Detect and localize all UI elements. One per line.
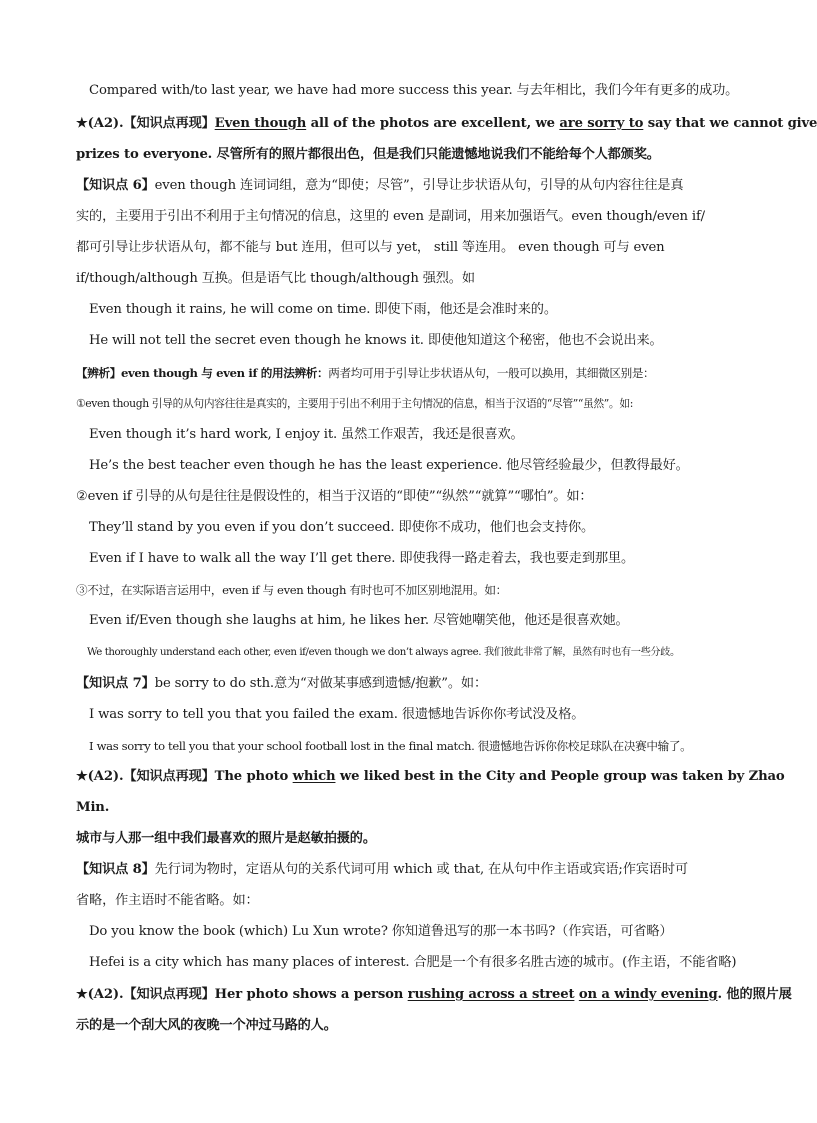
point-text: 先行词为物时，定语从句的关系代词可用 which 或 that, 在从句中作主语或宾语;作宾语时可 [154,862,688,877]
point-heading: 【知识点 6】 [76,178,155,193]
recap-translation: 城市与人那一组中我们最喜欢的照片是赵敏拍摄的。 [76,831,376,846]
analysis-text: 两者均可用于引导让步状语从句，一般可以换用，其细微区别是： [328,366,655,380]
example-sentence: Hefei is a city which has many places of interest. 合肥是一个有很多名胜古迹的城市。(作主语，不能省略) [89,955,737,970]
recap-text: we liked best in the City and People group was taken by Zhao [335,769,785,784]
paragraph-line: 都可引导让步状语从句，都不能与 but 连用，但可以与 yet， still 等连用。 even though 可与 even [76,240,665,255]
recap-text: all of the photos are excellent, we [306,116,560,131]
paragraph-line: 实的，主要用于引出不利用于主句情况的信息，这里的 even 是副词，用来加强语气。even though/even if/ [76,209,705,224]
example-sentence: I was sorry to tell you that you failed the exam. 很遗憾地告诉你你考试没及格。 [89,707,585,722]
example-sentence: Even though it rains, he will come on time. 即使下雨，他还是会准时来的。 [89,302,557,317]
paragraph-line: if/though/although 互换。但是语气比 though/although 强烈。如 [76,271,475,286]
recap-text: . 他的照片展 [717,987,792,1002]
example-sentence: I was sorry to tell you that your school football lost in the final match. 很遗憾地告诉你你校足球队在决赛中输了。 [89,739,692,753]
recap-text: Min. [76,800,110,815]
knowledge-point-6 [76,177,724,195]
recap-text: say that we cannot give [643,116,817,131]
underlined-phrase: are sorry to [559,116,644,131]
example-sentence: He’s the best teacher even though he has the least experience. 他尽管经验最少，但教得最好。 [89,458,689,473]
analysis-title: 【辨析】even though 与 even if 的用法辨析： [76,366,329,380]
point-text: even though 连词词组，意为“即使；尽管”，引导让步状语从句，引导的从句内容往往是真 [154,178,684,193]
recap-text: ★(A2).【知识点再现】The photo [76,769,293,784]
recap-translation: prizes to everyone. 尽管所有的照片都很出色，但是我们只能遗憾地说我们不能给每个人都颁奖。 [76,147,660,162]
example-sentence: Do you know the book (which) Lu Xun wrote? 你知道鲁迅写的那一本书吗?（作宾语，可省略） [89,924,673,939]
analysis-heading [76,364,724,382]
knowledge-point-7 [76,675,724,693]
underlined-phrase: which [292,769,336,784]
recap-translation: 示的是一个刮大风的夜晚一个冲过马路的人。 [76,1018,337,1033]
knowledge-point-8 [76,861,724,879]
recap-tag: ★(A2).【知识点再现】 [76,116,215,131]
paragraph-line: 省略，作主语时不能省略。如： [76,893,259,908]
analysis-item-1: ①even though 引导的从句内容往往是真实的，主要用于引出不利用于主句情况的信息，相当于汉语的“尽管”“虽然”。如: [76,397,633,410]
example-sentence: He will not tell the secret even though he knows it. 即使他知道这个秘密，他也不会说出来。 [89,333,663,348]
example-sentence: We thoroughly understand each other, even if/even though we don’t always agree. 我们彼此非常了解，虽然有时也有一些分歧。 [87,647,680,658]
example-sentence: Compared with/to last year, we have had more success this year. 与去年相比，我们今年有更多的成功。 [89,83,739,98]
key-point-recap [76,768,785,786]
underlined-phrase: rushing across a street [407,987,575,1002]
point-heading: 【知识点 7】 [76,676,155,691]
key-point-recap [76,115,817,133]
analysis-item-2: ②even if 引导的从句是往往是假设性的，相当于汉语的“即使”“纵然”“就算”“哪怕”。如： [76,489,593,504]
point-heading: 【知识点 8】 [76,862,155,877]
recap-text: ★(A2).【知识点再现】Her photo shows a person [76,987,408,1002]
key-point-recap [76,986,792,1004]
example-sentence: They’ll stand by you even if you don’t succeed. 即使你不成功，他们也会支持你。 [89,520,595,535]
underlined-phrase: Even though [214,116,307,131]
example-sentence: Even if I have to walk all the way I’ll get there. 即使我得一路走着去，我也要走到那里。 [89,551,634,566]
analysis-item-3: ③不过，在实际语言运用中，even if 与 even though 有时也可不加区别地混用。如： [76,583,507,597]
example-sentence: Even though it’s hard work, I enjoy it. 虽然工作艰苦，我还是很喜欢。 [89,427,524,442]
example-sentence: Even if/Even though she laughs at him, he likes her. 尽管她嘲笑他，他还是很喜欢她。 [89,613,629,628]
underlined-phrase: on a windy evening [578,987,718,1002]
point-text: be sorry to do sth.意为“对做某事感到遗憾/抱歉”。如： [154,676,487,691]
